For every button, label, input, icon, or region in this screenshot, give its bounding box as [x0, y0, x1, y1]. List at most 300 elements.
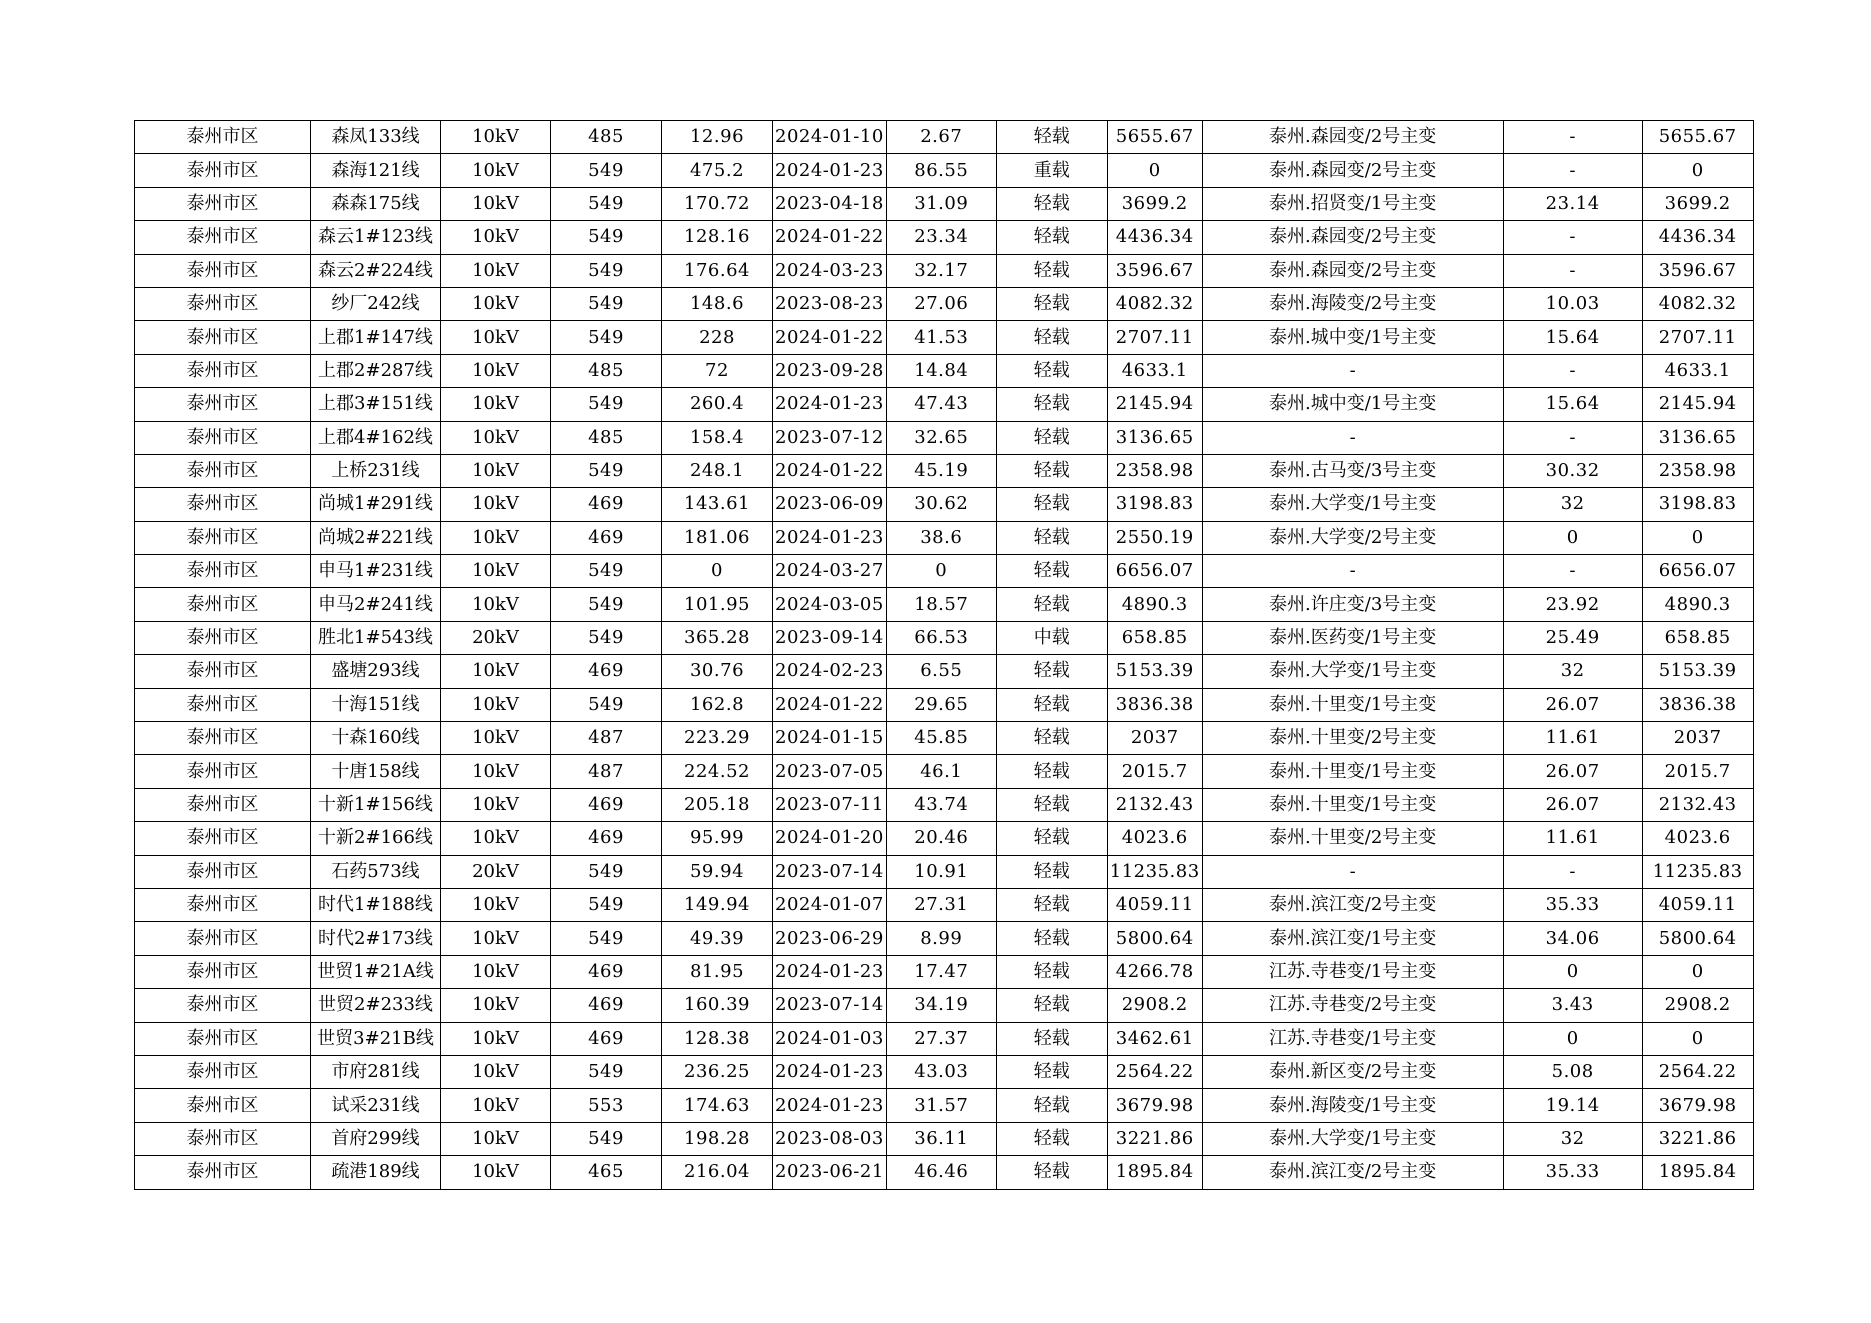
load-status-cell: 轻载	[996, 588, 1107, 621]
available-capacity-cell: 5800.64	[1107, 922, 1202, 955]
available-capacity-cell: 5153.39	[1107, 655, 1202, 688]
region-cell: 泰州市区	[135, 955, 311, 988]
voltage-cell: 10kV	[441, 655, 551, 688]
capacity-cell: 3596.67	[1642, 254, 1753, 287]
rated-current-cell: 487	[551, 755, 662, 788]
table-row	[135, 121, 1754, 154]
line-name-cell: 十海151线	[311, 688, 441, 721]
table-row	[135, 1089, 1754, 1122]
transformer-load-cell: 11.61	[1503, 722, 1642, 755]
region-cell: 泰州市区	[135, 555, 311, 588]
load-status-cell: 轻载	[996, 755, 1107, 788]
transformer-cell: 泰州.十里变/1号主变	[1202, 788, 1503, 821]
load-rate-cell: 8.99	[886, 922, 996, 955]
load-rate-cell: 43.03	[886, 1055, 996, 1088]
available-capacity-cell: 4023.6	[1107, 822, 1202, 855]
transformer-load-cell: 0	[1503, 1022, 1642, 1055]
load-rate-cell: 14.84	[886, 354, 996, 387]
capacity-cell: 5655.67	[1642, 121, 1753, 154]
table-row	[135, 655, 1754, 688]
region-cell: 泰州市区	[135, 388, 311, 421]
load-rate-cell: 66.53	[886, 621, 996, 654]
load-rate-cell: 17.47	[886, 955, 996, 988]
transformer-load-cell: 35.33	[1503, 1156, 1642, 1189]
rated-current-cell: 549	[551, 154, 662, 187]
region-cell: 泰州市区	[135, 1156, 311, 1189]
capacity-cell: 2037	[1642, 722, 1753, 755]
available-capacity-cell: 658.85	[1107, 621, 1202, 654]
load-status-cell: 轻载	[996, 1022, 1107, 1055]
line-name-cell: 上郡1#147线	[311, 321, 441, 354]
line-name-cell: 尚城1#291线	[311, 488, 441, 521]
load-status-cell: 轻载	[996, 655, 1107, 688]
load-status-cell: 轻载	[996, 521, 1107, 554]
load-rate-cell: 46.1	[886, 755, 996, 788]
rated-current-cell: 549	[551, 388, 662, 421]
date-cell: 2024-01-23	[773, 388, 887, 421]
date-cell: 2023-06-09	[773, 488, 887, 521]
date-cell: 2023-09-28	[773, 354, 887, 387]
load-status-cell: 轻载	[996, 121, 1107, 154]
table-row	[135, 722, 1754, 755]
table-row	[135, 1156, 1754, 1189]
max-current-cell: 0	[662, 555, 773, 588]
transformer-load-cell: 32	[1503, 1122, 1642, 1155]
available-capacity-cell: 4266.78	[1107, 955, 1202, 988]
max-current-cell: 143.61	[662, 488, 773, 521]
load-rate-cell: 0	[886, 555, 996, 588]
region-cell: 泰州市区	[135, 989, 311, 1022]
load-status-cell: 轻载	[996, 287, 1107, 320]
date-cell: 2024-01-23	[773, 955, 887, 988]
region-cell: 泰州市区	[135, 822, 311, 855]
table-row	[135, 922, 1754, 955]
transformer-cell: 江苏.寺巷变/2号主变	[1202, 989, 1503, 1022]
capacity-cell: 2132.43	[1642, 788, 1753, 821]
region-cell: 泰州市区	[135, 688, 311, 721]
capacity-cell: 2707.11	[1642, 321, 1753, 354]
date-cell: 2023-07-14	[773, 855, 887, 888]
region-cell: 泰州市区	[135, 1055, 311, 1088]
available-capacity-cell: 2358.98	[1107, 454, 1202, 487]
capacity-cell: 4436.34	[1642, 221, 1753, 254]
voltage-cell: 10kV	[441, 955, 551, 988]
available-capacity-cell: 3699.2	[1107, 187, 1202, 220]
region-cell: 泰州市区	[135, 354, 311, 387]
rated-current-cell: 469	[551, 655, 662, 688]
region-cell: 泰州市区	[135, 755, 311, 788]
load-status-cell: 轻载	[996, 388, 1107, 421]
available-capacity-cell: 2132.43	[1107, 788, 1202, 821]
capacity-cell: 4082.32	[1642, 287, 1753, 320]
region-cell: 泰州市区	[135, 722, 311, 755]
max-current-cell: 260.4	[662, 388, 773, 421]
transformer-load-cell: 30.32	[1503, 454, 1642, 487]
line-name-cell: 尚城2#221线	[311, 521, 441, 554]
transformer-cell: 泰州.大学变/1号主变	[1202, 488, 1503, 521]
rated-current-cell: 549	[551, 922, 662, 955]
max-current-cell: 30.76	[662, 655, 773, 688]
table-row	[135, 822, 1754, 855]
max-current-cell: 236.25	[662, 1055, 773, 1088]
transformer-cell: 泰州.十里变/2号主变	[1202, 822, 1503, 855]
transformer-load-cell: 15.64	[1503, 321, 1642, 354]
capacity-cell: 4633.1	[1642, 354, 1753, 387]
transformer-cell: -	[1202, 855, 1503, 888]
available-capacity-cell: 4633.1	[1107, 354, 1202, 387]
region-cell: 泰州市区	[135, 187, 311, 220]
max-current-cell: 198.28	[662, 1122, 773, 1155]
transformer-cell: 江苏.寺巷变/1号主变	[1202, 1022, 1503, 1055]
load-status-cell: 轻载	[996, 788, 1107, 821]
load-status-cell: 轻载	[996, 321, 1107, 354]
load-rate-cell: 32.65	[886, 421, 996, 454]
transformer-cell: 泰州.大学变/1号主变	[1202, 1122, 1503, 1155]
table-row	[135, 454, 1754, 487]
transformer-load-cell: 32	[1503, 488, 1642, 521]
line-name-cell: 疏港189线	[311, 1156, 441, 1189]
max-current-cell: 365.28	[662, 621, 773, 654]
load-status-cell: 轻载	[996, 187, 1107, 220]
region-cell: 泰州市区	[135, 221, 311, 254]
table-row	[135, 588, 1754, 621]
table-row	[135, 788, 1754, 821]
transformer-load-cell: -	[1503, 221, 1642, 254]
load-status-cell: 中载	[996, 621, 1107, 654]
capacity-cell: 3699.2	[1642, 187, 1753, 220]
capacity-cell: 2145.94	[1642, 388, 1753, 421]
region-cell: 泰州市区	[135, 588, 311, 621]
capacity-cell: 4890.3	[1642, 588, 1753, 621]
date-cell: 2023-08-23	[773, 287, 887, 320]
max-current-cell: 224.52	[662, 755, 773, 788]
table-row	[135, 254, 1754, 287]
date-cell: 2024-03-23	[773, 254, 887, 287]
transformer-load-cell: 23.92	[1503, 588, 1642, 621]
region-cell: 泰州市区	[135, 121, 311, 154]
transformer-load-cell: 19.14	[1503, 1089, 1642, 1122]
load-rate-cell: 27.37	[886, 1022, 996, 1055]
available-capacity-cell: 3462.61	[1107, 1022, 1202, 1055]
region-cell: 泰州市区	[135, 521, 311, 554]
load-rate-cell: 6.55	[886, 655, 996, 688]
rated-current-cell: 553	[551, 1089, 662, 1122]
line-name-cell: 十唐158线	[311, 755, 441, 788]
transformer-cell: 泰州.古马变/3号主变	[1202, 454, 1503, 487]
transformer-cell: 江苏.寺巷变/1号主变	[1202, 955, 1503, 988]
voltage-cell: 10kV	[441, 187, 551, 220]
transformer-cell: 泰州.新区变/2号主变	[1202, 1055, 1503, 1088]
rated-current-cell: 469	[551, 788, 662, 821]
date-cell: 2023-07-05	[773, 755, 887, 788]
load-rate-cell: 2.67	[886, 121, 996, 154]
voltage-cell: 10kV	[441, 254, 551, 287]
transformer-cell: 泰州.森园变/2号主变	[1202, 221, 1503, 254]
voltage-cell: 10kV	[441, 221, 551, 254]
capacity-cell: 2358.98	[1642, 454, 1753, 487]
rated-current-cell: 465	[551, 1156, 662, 1189]
available-capacity-cell: 4059.11	[1107, 888, 1202, 921]
load-rate-cell: 29.65	[886, 688, 996, 721]
voltage-cell: 10kV	[441, 555, 551, 588]
transformer-load-cell: 34.06	[1503, 922, 1642, 955]
date-cell: 2024-01-22	[773, 688, 887, 721]
transformer-load-cell: -	[1503, 121, 1642, 154]
load-status-cell: 重载	[996, 154, 1107, 187]
date-cell: 2024-01-23	[773, 1089, 887, 1122]
voltage-cell: 10kV	[441, 588, 551, 621]
load-rate-cell: 45.85	[886, 722, 996, 755]
load-status-cell: 轻载	[996, 688, 1107, 721]
available-capacity-cell: 4082.32	[1107, 287, 1202, 320]
line-name-cell: 世贸3#21B线	[311, 1022, 441, 1055]
load-status-cell: 轻载	[996, 488, 1107, 521]
available-capacity-cell: 2145.94	[1107, 388, 1202, 421]
region-cell: 泰州市区	[135, 1089, 311, 1122]
capacity-cell: 3836.38	[1642, 688, 1753, 721]
rated-current-cell: 469	[551, 955, 662, 988]
date-cell: 2024-01-22	[773, 221, 887, 254]
capacity-cell: 658.85	[1642, 621, 1753, 654]
transformer-cell: 泰州.海陵变/2号主变	[1202, 287, 1503, 320]
date-cell: 2023-07-11	[773, 788, 887, 821]
date-cell: 2023-09-14	[773, 621, 887, 654]
max-current-cell: 160.39	[662, 989, 773, 1022]
voltage-cell: 10kV	[441, 788, 551, 821]
capacity-cell: 0	[1642, 521, 1753, 554]
line-name-cell: 申马1#231线	[311, 555, 441, 588]
rated-current-cell: 485	[551, 354, 662, 387]
transformer-cell: 泰州.滨江变/2号主变	[1202, 888, 1503, 921]
transformer-load-cell: 26.07	[1503, 788, 1642, 821]
load-status-cell: 轻载	[996, 1156, 1107, 1189]
transformer-cell: -	[1202, 354, 1503, 387]
line-name-cell: 世贸1#21A线	[311, 955, 441, 988]
region-cell: 泰州市区	[135, 788, 311, 821]
load-status-cell: 轻载	[996, 1055, 1107, 1088]
transformer-cell: 泰州.森园变/2号主变	[1202, 121, 1503, 154]
max-current-cell: 128.38	[662, 1022, 773, 1055]
line-name-cell: 市府281线	[311, 1055, 441, 1088]
region-cell: 泰州市区	[135, 421, 311, 454]
transformer-cell: 泰州.海陵变/1号主变	[1202, 1089, 1503, 1122]
max-current-cell: 216.04	[662, 1156, 773, 1189]
line-name-cell: 上郡2#287线	[311, 354, 441, 387]
load-status-cell: 轻载	[996, 922, 1107, 955]
rated-current-cell: 487	[551, 722, 662, 755]
transformer-load-cell: 5.08	[1503, 1055, 1642, 1088]
max-current-cell: 101.95	[662, 588, 773, 621]
line-name-cell: 十新1#156线	[311, 788, 441, 821]
rated-current-cell: 549	[551, 855, 662, 888]
line-name-cell: 上郡4#162线	[311, 421, 441, 454]
date-cell: 2024-01-07	[773, 888, 887, 921]
voltage-cell: 10kV	[441, 688, 551, 721]
region-cell: 泰州市区	[135, 888, 311, 921]
load-rate-cell: 27.31	[886, 888, 996, 921]
load-status-cell: 轻载	[996, 221, 1107, 254]
available-capacity-cell: 3221.86	[1107, 1122, 1202, 1155]
rated-current-cell: 549	[551, 187, 662, 220]
capacity-cell: 3198.83	[1642, 488, 1753, 521]
max-current-cell: 12.96	[662, 121, 773, 154]
rated-current-cell: 549	[551, 688, 662, 721]
rated-current-cell: 469	[551, 1022, 662, 1055]
data-table	[134, 120, 1754, 1190]
max-current-cell: 228	[662, 321, 773, 354]
available-capacity-cell: 4890.3	[1107, 588, 1202, 621]
transformer-load-cell: 15.64	[1503, 388, 1642, 421]
voltage-cell: 10kV	[441, 287, 551, 320]
transformer-cell: 泰州.大学变/1号主变	[1202, 655, 1503, 688]
load-rate-cell: 20.46	[886, 822, 996, 855]
voltage-cell: 20kV	[441, 621, 551, 654]
rated-current-cell: 549	[551, 888, 662, 921]
transformer-load-cell: 26.07	[1503, 755, 1642, 788]
table-row	[135, 388, 1754, 421]
rated-current-cell: 549	[551, 621, 662, 654]
date-cell: 2024-01-23	[773, 521, 887, 554]
capacity-cell: 3136.65	[1642, 421, 1753, 454]
line-name-cell: 上桥231线	[311, 454, 441, 487]
available-capacity-cell: 3596.67	[1107, 254, 1202, 287]
transformer-cell: 泰州.十里变/2号主变	[1202, 722, 1503, 755]
transformer-cell: 泰州.许庄变/3号主变	[1202, 588, 1503, 621]
load-rate-cell: 27.06	[886, 287, 996, 320]
load-rate-cell: 43.74	[886, 788, 996, 821]
voltage-cell: 10kV	[441, 922, 551, 955]
line-name-cell: 时代1#188线	[311, 888, 441, 921]
region-cell: 泰州市区	[135, 287, 311, 320]
transformer-cell: -	[1202, 555, 1503, 588]
rated-current-cell: 485	[551, 121, 662, 154]
capacity-cell: 0	[1642, 154, 1753, 187]
voltage-cell: 10kV	[441, 521, 551, 554]
max-current-cell: 72	[662, 354, 773, 387]
load-rate-cell: 18.57	[886, 588, 996, 621]
transformer-load-cell: 0	[1503, 521, 1642, 554]
load-status-cell: 轻载	[996, 421, 1107, 454]
transformer-load-cell: -	[1503, 254, 1642, 287]
load-rate-cell: 46.46	[886, 1156, 996, 1189]
rated-current-cell: 469	[551, 989, 662, 1022]
transformer-cell: 泰州.十里变/1号主变	[1202, 755, 1503, 788]
capacity-cell: 2015.7	[1642, 755, 1753, 788]
table-row	[135, 1122, 1754, 1155]
transformer-load-cell: 25.49	[1503, 621, 1642, 654]
max-current-cell: 174.63	[662, 1089, 773, 1122]
region-cell: 泰州市区	[135, 655, 311, 688]
load-status-cell: 轻载	[996, 989, 1107, 1022]
line-name-cell: 时代2#173线	[311, 922, 441, 955]
max-current-cell: 176.64	[662, 254, 773, 287]
line-name-cell: 盛塘293线	[311, 655, 441, 688]
transformer-load-cell: 11.61	[1503, 822, 1642, 855]
date-cell: 2023-06-29	[773, 922, 887, 955]
line-name-cell: 十新2#166线	[311, 822, 441, 855]
available-capacity-cell: 2564.22	[1107, 1055, 1202, 1088]
voltage-cell: 10kV	[441, 154, 551, 187]
transformer-cell: 泰州.医药变/1号主变	[1202, 621, 1503, 654]
transformer-cell: -	[1202, 421, 1503, 454]
region-cell: 泰州市区	[135, 154, 311, 187]
region-cell: 泰州市区	[135, 254, 311, 287]
rated-current-cell: 549	[551, 1122, 662, 1155]
load-status-cell: 轻载	[996, 722, 1107, 755]
load-status-cell: 轻载	[996, 254, 1107, 287]
date-cell: 2024-01-23	[773, 1055, 887, 1088]
table-row	[135, 855, 1754, 888]
table-row	[135, 621, 1754, 654]
transformer-load-cell: 32	[1503, 655, 1642, 688]
table-row	[135, 521, 1754, 554]
table-row	[135, 221, 1754, 254]
voltage-cell: 10kV	[441, 1022, 551, 1055]
transformer-cell: 泰州.城中变/1号主变	[1202, 321, 1503, 354]
transformer-load-cell: -	[1503, 555, 1642, 588]
table-row	[135, 421, 1754, 454]
transformer-cell: 泰州.十里变/1号主变	[1202, 688, 1503, 721]
max-current-cell: 170.72	[662, 187, 773, 220]
date-cell: 2024-03-05	[773, 588, 887, 621]
max-current-cell: 223.29	[662, 722, 773, 755]
max-current-cell: 95.99	[662, 822, 773, 855]
date-cell: 2024-02-23	[773, 655, 887, 688]
capacity-cell: 11235.83	[1642, 855, 1753, 888]
region-cell: 泰州市区	[135, 321, 311, 354]
region-cell: 泰州市区	[135, 855, 311, 888]
load-rate-cell: 31.09	[886, 187, 996, 220]
date-cell: 2023-08-03	[773, 1122, 887, 1155]
voltage-cell: 10kV	[441, 1055, 551, 1088]
date-cell: 2024-01-22	[773, 321, 887, 354]
capacity-cell: 4023.6	[1642, 822, 1753, 855]
max-current-cell: 475.2	[662, 154, 773, 187]
date-cell: 2024-01-10	[773, 121, 887, 154]
line-name-cell: 森凤133线	[311, 121, 441, 154]
rated-current-cell: 485	[551, 421, 662, 454]
capacity-cell: 3221.86	[1642, 1122, 1753, 1155]
capacity-cell: 4059.11	[1642, 888, 1753, 921]
load-status-cell: 轻载	[996, 1122, 1107, 1155]
transformer-load-cell: 23.14	[1503, 187, 1642, 220]
voltage-cell: 10kV	[441, 488, 551, 521]
voltage-cell: 10kV	[441, 1122, 551, 1155]
line-name-cell: 十森160线	[311, 722, 441, 755]
region-cell: 泰州市区	[135, 1122, 311, 1155]
rated-current-cell: 549	[551, 454, 662, 487]
table-row	[135, 287, 1754, 320]
voltage-cell: 10kV	[441, 989, 551, 1022]
rated-current-cell: 549	[551, 254, 662, 287]
capacity-cell: 2564.22	[1642, 1055, 1753, 1088]
capacity-cell: 1895.84	[1642, 1156, 1753, 1189]
transformer-load-cell: 0	[1503, 955, 1642, 988]
available-capacity-cell: 5655.67	[1107, 121, 1202, 154]
max-current-cell: 181.06	[662, 521, 773, 554]
voltage-cell: 10kV	[441, 421, 551, 454]
load-status-cell: 轻载	[996, 822, 1107, 855]
max-current-cell: 81.95	[662, 955, 773, 988]
available-capacity-cell: 2550.19	[1107, 521, 1202, 554]
line-name-cell: 森森175线	[311, 187, 441, 220]
transformer-cell: 泰州.招贤变/1号主变	[1202, 187, 1503, 220]
line-name-cell: 森海121线	[311, 154, 441, 187]
capacity-cell: 5800.64	[1642, 922, 1753, 955]
available-capacity-cell: 4436.34	[1107, 221, 1202, 254]
rated-current-cell: 549	[551, 1055, 662, 1088]
load-rate-cell: 23.34	[886, 221, 996, 254]
